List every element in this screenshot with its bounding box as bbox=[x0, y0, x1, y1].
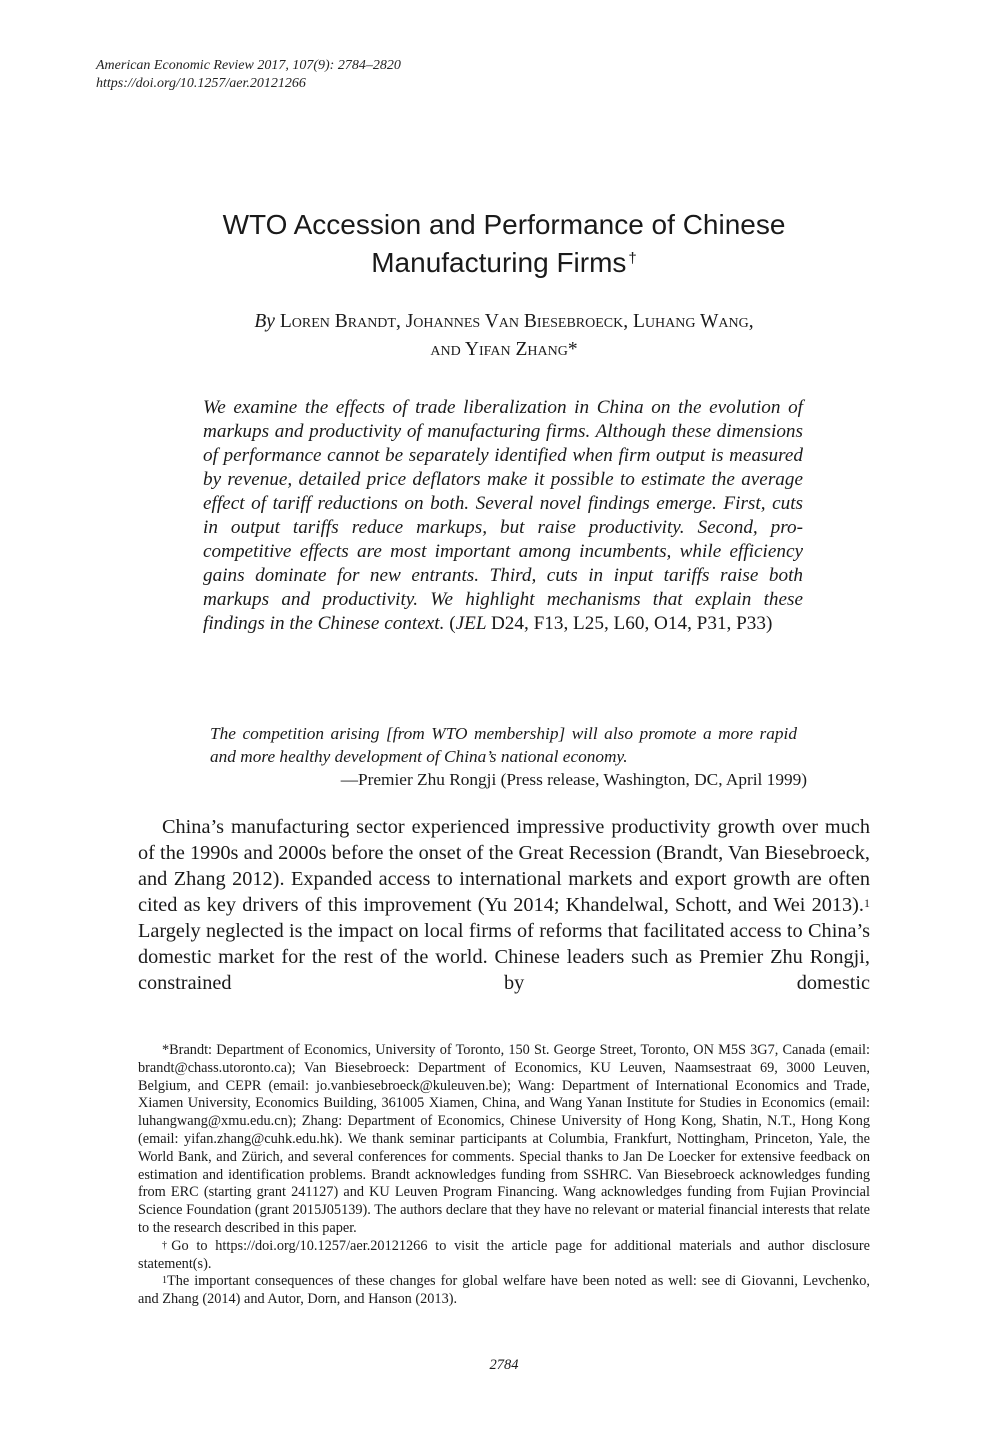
journal-citation bbox=[96, 57, 401, 93]
author-byline bbox=[0, 308, 1008, 364]
jel-codes: D24, F13, L25, L60, O14, P31, P33) bbox=[490, 613, 773, 634]
by-label: By bbox=[254, 311, 275, 332]
footnote-dagger-text: Go to https://doi.org/10.1257/aer.20121266 to visit the article page for additional materials and author disclosure statement(s). bbox=[138, 1237, 871, 1272]
footnote-dagger-mark: † bbox=[162, 1239, 172, 1251]
footnote-dagger bbox=[138, 1238, 870, 1274]
footnotes bbox=[138, 1042, 870, 1309]
title-line-1: WTO Accession and Performance of Chinese bbox=[222, 209, 786, 240]
page-number: 2784 bbox=[489, 1357, 519, 1373]
footnote-1-mark: 1 bbox=[162, 1275, 167, 1287]
title-line-2-text: Manufacturing Firms bbox=[371, 247, 627, 278]
epigraph bbox=[210, 722, 807, 791]
author-names-1: Loren Brandt, Johannes Van Biesebroeck, Luhang Wang, bbox=[279, 311, 754, 332]
footnote-author-affiliations: *Brandt: Department of Economics, University of Toronto, 150 St. George Street, Toronto, ON M5S 3G7, Canada (email: brandt@chass.utoronto.ca); Van Biesebroeck: Department of Economics, KU Leuven, Naamsestraat 69, 3000 Leuven, Belgium, and CEPR (email: jo.vanbiesebroeck@kuleuven.be); Wang: Department of International Economics and Trade, Xiamen University, Economics Building, 361005 Xiamen, China, and Wang Yanan Institute for Studies in Economics (email: luhangwang@xmu.edu.cn); Zhang: Department of Economics, Chinese University of Hong Kong, Shatin, N.T., Hong Kong (email: yifan.zhang@cuhk.edu.hk). We thank seminar participants at Columbia, Frankfurt, Nottingham, Princeton, Yale, the World Bank, and Zürich, and several conferences for comments. Special thanks to Jan De Loecker for extensive feedback on estimation and identification problems. Brandt acknowledges funding from SSHRC. Van Biesebroeck acknowledges funding from ERC (starting grant 241127) and KU Leuven Program Financing. Wang acknowledges funding from Fujian Provincial Science Foundation (grant 2015J05139). The authors declare that they have no relevant or material financial interests that relate to the research described in this paper. bbox=[138, 1042, 870, 1236]
paper-title bbox=[0, 206, 1008, 282]
author-line-1 bbox=[0, 308, 1008, 336]
epigraph-attribution: —Premier Zhu Rongji (Press release, Washington, DC, April 1999) bbox=[340, 770, 807, 789]
jel-open-paren: ( bbox=[449, 613, 456, 634]
abstract-text: We examine the effects of trade liberalization in China on the evolution of markups and productivity of manufacturing firms. Although these dimensions of performance cannot be separately identified when firm output is measured by revenue, detailed price deflators make it possible to estimate the average effect of tariff reductions on both. Several novel findings emerge. First, cuts in output tariffs reduce markups, but raise productivity. Second, pro-competitive effects are most important among incumbents, while efficiency gains dominate for new entrants. Third, cuts in input tariffs raise both markups and productivity. We highlight mechanisms that explain these findings in the Chinese context. bbox=[203, 397, 803, 634]
body-paragraph bbox=[138, 814, 870, 996]
doi-link[interactable]: https://doi.org/10.1257/aer.20121266 bbox=[96, 76, 306, 91]
body-part-2: Largely neglected is the impact on local firms of reforms that facilitated access to China’s domestic market for the rest of the world. Chinese leaders such as Premier Zhu Rongji, constrained by domestic bbox=[138, 920, 870, 994]
footnote-ref-1[interactable]: 1 bbox=[864, 896, 870, 910]
abstract bbox=[203, 396, 803, 636]
body-part-1: China’s manufacturing sector experienced impressive productivity growth over much of the 1990s and 2000s before the onset of the Great Recession (Brandt, Van Biesebroeck, and Zhang 2012). Expanded access to international markets and export growth are often cited as key drivers of this improvement (Yu 2014; Khandelwal, Schott, and Wei 2013). bbox=[138, 816, 870, 916]
body-text bbox=[138, 814, 870, 996]
title-line-2 bbox=[0, 244, 1008, 282]
title-dagger-mark[interactable]: † bbox=[628, 250, 637, 267]
footnote-1-text: The important consequences of these changes for global welfare have been noted as well: see di Giovanni, Levchenko, and Zhang (2014) and Autor, Dorn, and Hanson (2013). bbox=[138, 1273, 870, 1308]
journal-line: American Economic Review 2017, 107(9): 2784–2820 bbox=[96, 58, 401, 73]
jel-label: JEL bbox=[455, 613, 487, 634]
author-line-2: and Yifan Zhang* bbox=[430, 339, 578, 360]
epigraph-quote: The competition arising [from WTO membership] will also promote a more rapid and more healthy development of China’s national economy. bbox=[210, 724, 797, 766]
footnote-1 bbox=[138, 1273, 870, 1309]
